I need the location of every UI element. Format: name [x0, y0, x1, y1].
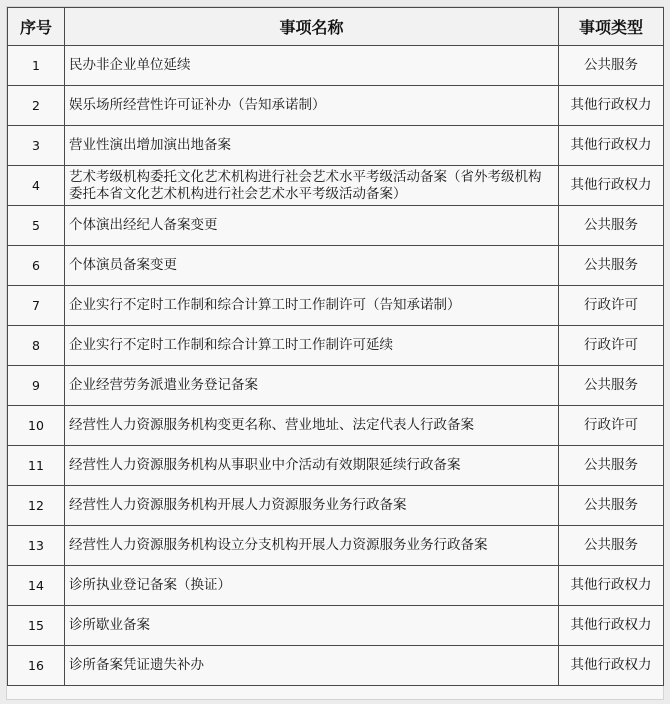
- table-row: [8, 166, 664, 206]
- row-name: 企业经营劳务派遣业务登记备案: [65, 366, 559, 406]
- row-type: 其他行政权力: [559, 166, 664, 206]
- row-seq: 11: [8, 446, 65, 486]
- row-type: 行政许可: [559, 286, 664, 326]
- row-name: 企业实行不定时工作制和综合计算工时工作制许可延续: [65, 326, 559, 366]
- row-seq: 15: [8, 606, 65, 646]
- row-seq: 12: [8, 486, 65, 526]
- row-type: 公共服务: [559, 486, 664, 526]
- row-name: 经营性人力资源服务机构从事职业中介活动有效期限延续行政备案: [65, 446, 559, 486]
- row-seq: 6: [8, 246, 65, 286]
- row-type: 公共服务: [559, 246, 664, 286]
- table-row: [8, 486, 664, 526]
- row-seq: 9: [8, 366, 65, 406]
- document-page: [7, 7, 663, 699]
- table-row: [8, 246, 664, 286]
- row-name: 个体演员备案变更: [65, 246, 559, 286]
- matters-table: [7, 7, 664, 686]
- row-name: 诊所执业登记备案（换证）: [65, 566, 559, 606]
- row-type: 其他行政权力: [559, 126, 664, 166]
- row-seq: 3: [8, 126, 65, 166]
- row-type: 行政许可: [559, 406, 664, 446]
- row-type: 公共服务: [559, 526, 664, 566]
- table-row: [8, 46, 664, 86]
- row-seq: 8: [8, 326, 65, 366]
- row-type: 公共服务: [559, 46, 664, 86]
- row-name: 经营性人力资源服务机构变更名称、营业地址、法定代表人行政备案: [65, 406, 559, 446]
- row-type: 公共服务: [559, 206, 664, 246]
- row-name: 诊所歇业备案: [65, 606, 559, 646]
- row-name: 娱乐场所经营性许可证补办（告知承诺制）: [65, 86, 559, 126]
- table-row: [8, 566, 664, 606]
- row-seq: 16: [8, 646, 65, 686]
- row-name: 企业实行不定时工作制和综合计算工时工作制许可（告知承诺制）: [65, 286, 559, 326]
- header-name: 事项名称: [65, 8, 559, 46]
- row-seq: 13: [8, 526, 65, 566]
- row-seq: 5: [8, 206, 65, 246]
- row-name: 艺术考级机构委托文化艺术机构进行社会艺术水平考级活动备案（省外考级机构委托本省文化艺术机构进行社会艺术水平考级活动备案）: [65, 166, 559, 206]
- row-type: 其他行政权力: [559, 606, 664, 646]
- row-name: 个体演出经纪人备案变更: [65, 206, 559, 246]
- row-name: 经营性人力资源服务机构设立分支机构开展人力资源服务业务行政备案: [65, 526, 559, 566]
- table-row: [8, 526, 664, 566]
- table-row: [8, 286, 664, 326]
- table-row: [8, 86, 664, 126]
- table-row: [8, 126, 664, 166]
- header-seq: 序号: [8, 8, 65, 46]
- row-name: 经营性人力资源服务机构开展人力资源服务业务行政备案: [65, 486, 559, 526]
- row-seq: 10: [8, 406, 65, 446]
- row-type: 行政许可: [559, 326, 664, 366]
- row-name: 营业性演出增加演出地备案: [65, 126, 559, 166]
- row-seq: 14: [8, 566, 65, 606]
- row-type: 公共服务: [559, 366, 664, 406]
- row-type: 其他行政权力: [559, 646, 664, 686]
- table-row: [8, 366, 664, 406]
- table-row: [8, 646, 664, 686]
- table-header-row: [8, 8, 664, 46]
- row-seq: 2: [8, 86, 65, 126]
- row-name: 诊所备案凭证遗失补办: [65, 646, 559, 686]
- row-seq: 1: [8, 46, 65, 86]
- row-type: 其他行政权力: [559, 86, 664, 126]
- table-row: [8, 606, 664, 646]
- row-type: 其他行政权力: [559, 566, 664, 606]
- row-name: 民办非企业单位延续: [65, 46, 559, 86]
- table-row: [8, 406, 664, 446]
- row-seq: 4: [8, 166, 65, 206]
- header-type: 事项类型: [559, 8, 664, 46]
- table-row: [8, 326, 664, 366]
- table-row: [8, 206, 664, 246]
- table-row: [8, 446, 664, 486]
- row-type: 公共服务: [559, 446, 664, 486]
- row-seq: 7: [8, 286, 65, 326]
